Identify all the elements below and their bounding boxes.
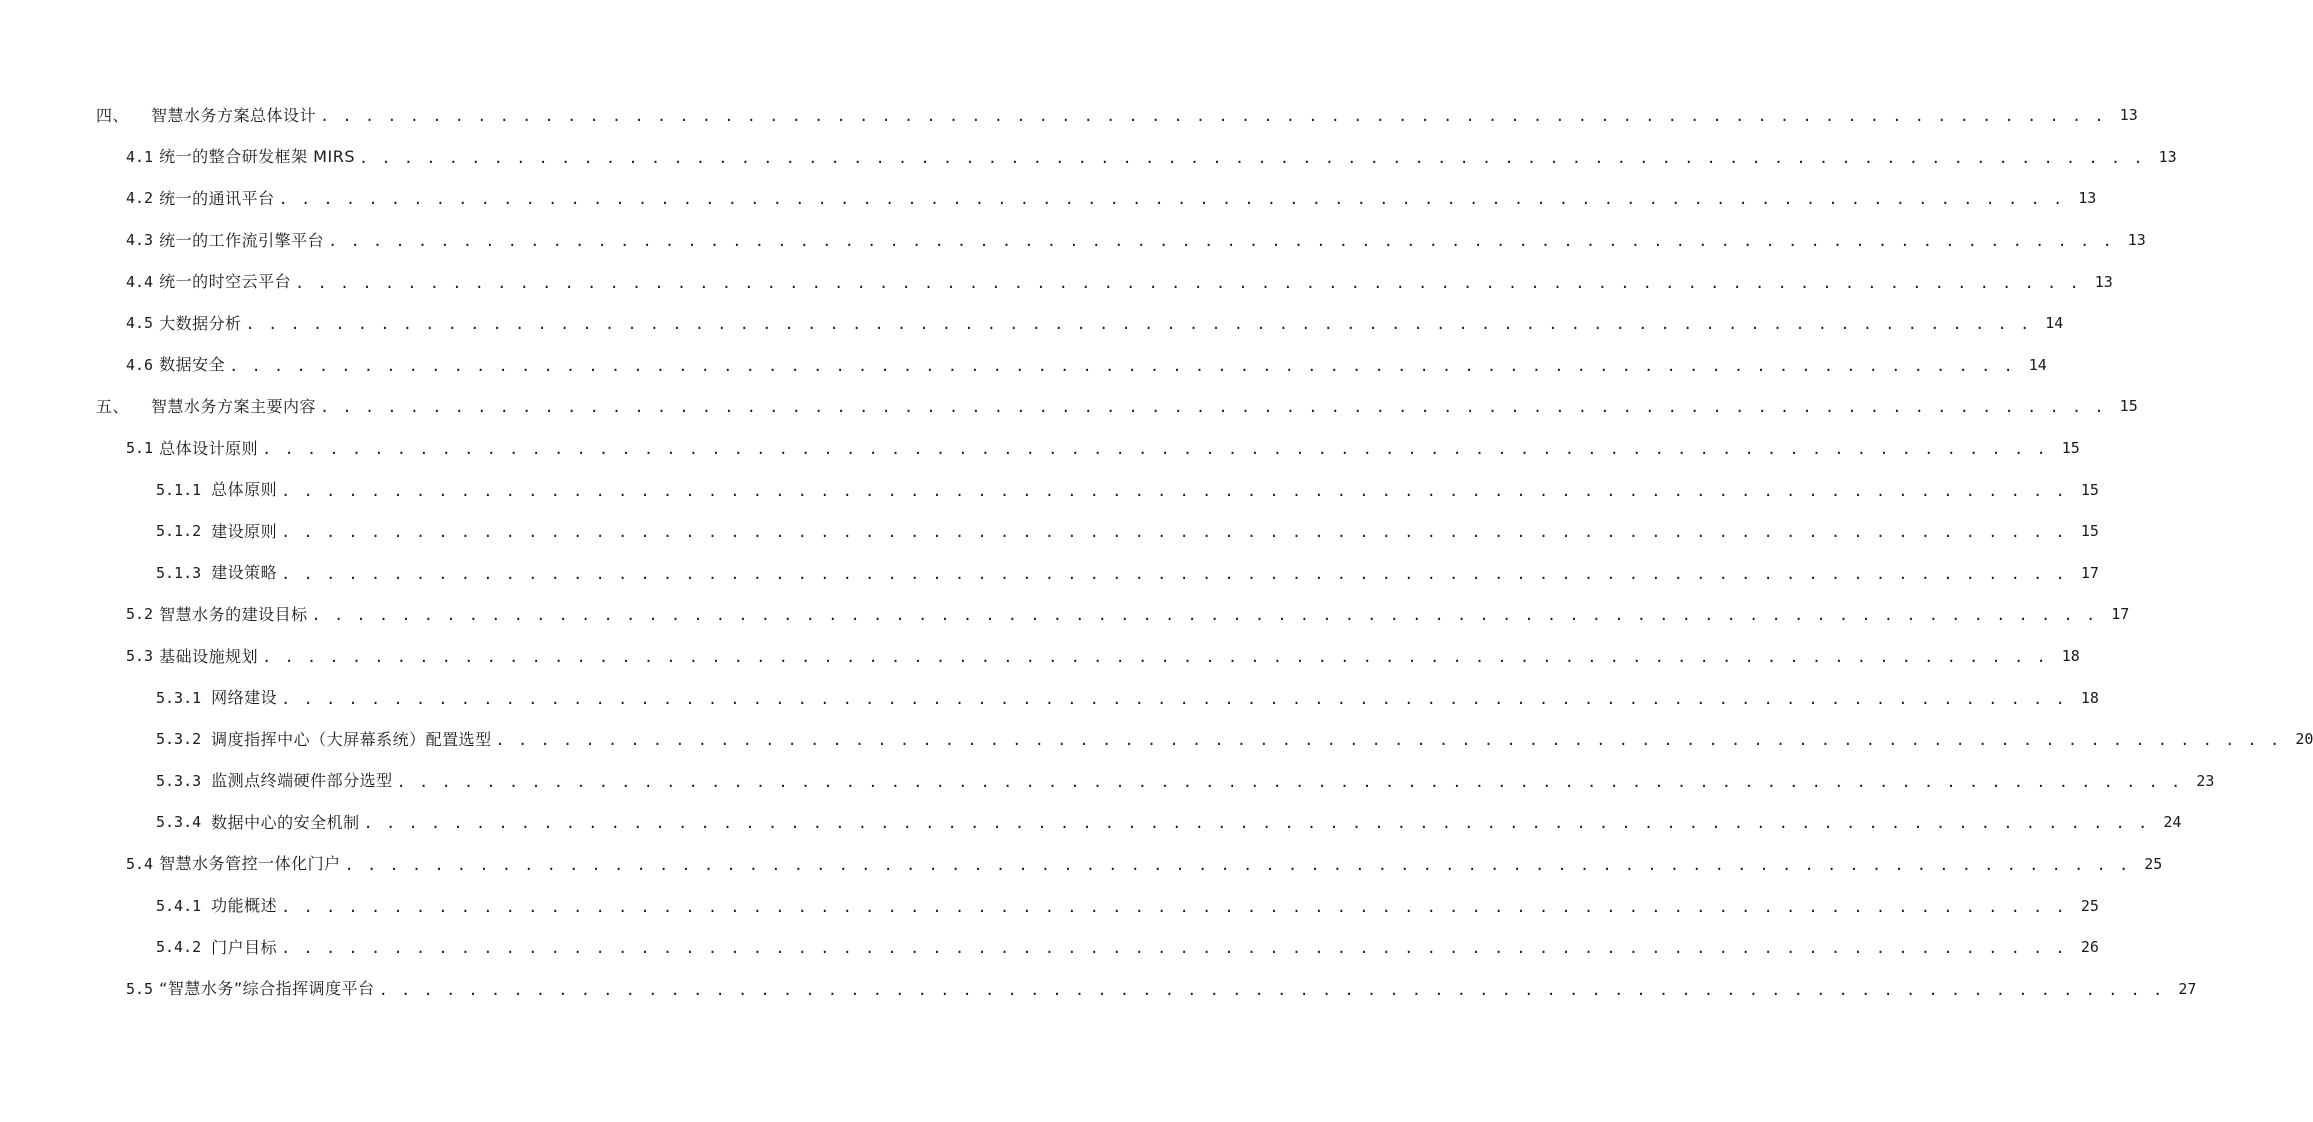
toc-dot-leader: . . . . . . . . . . . . . . . . . . . . . . . . . . . . . . . . . . . . . . . . . . . . . . . . . . . . . . . . . . . . . . . . . . . . . . . . . . . . . . . . — [320, 107, 2106, 126]
toc-entry[interactable] — [0, 469, 2099, 511]
toc-entry[interactable] — [0, 761, 2215, 803]
toc-entry[interactable] — [0, 261, 2113, 303]
toc-entry-heading — [126, 274, 295, 290]
toc-page-number: 13 — [2158, 147, 2177, 166]
toc-entry-heading — [96, 396, 320, 416]
toc-page-number: 23 — [2196, 771, 2215, 790]
toc-entry[interactable] — [0, 220, 2146, 262]
toc-entry-heading — [156, 898, 281, 914]
toc-dot-leader: . . . . . . . . . . . . . . . . . . . . . . . . . . . . . . . . . . . . . . . . . . . . . . . . . . . . . . . . . . . . . . . . . . . . . . . . . . . . . . . . — [278, 190, 2065, 209]
toc-entry-number: 5.4 — [126, 854, 154, 873]
toc-page-number: 15 — [2080, 480, 2099, 499]
toc-page-number: 15 — [2119, 397, 2138, 416]
toc-entry[interactable] — [0, 178, 2097, 220]
toc-page-number: 18 — [2080, 688, 2099, 707]
toc-entry[interactable] — [0, 511, 2099, 553]
toc-entry-heading — [156, 690, 281, 706]
toc-page-number: 17 — [2111, 605, 2130, 624]
toc-entry-number: 5.1 — [126, 439, 154, 458]
toc-dot-leader: . . . . . . . . . . . . . . . . . . . . . . . . . . . . . . . . . . . . . . . . . . . . . . . . . . . . . . . . . . . . . . . . . . . . . . . . . . . . . . . . — [245, 315, 2032, 334]
toc-page-number: 25 — [2080, 896, 2099, 915]
toc-entry-number: 5.1.3 — [156, 563, 202, 582]
toc-page-number: 13 — [2119, 106, 2138, 125]
toc-entry-heading — [126, 856, 345, 872]
toc-dot-leader: . . . . . . . . . . . . . . . . . . . . . . . . . . . . . . . . . . . . . . . . . . . . . . . . . . . . . . . . . . . . . . . . . . . . . . . . . . . . . . . . — [328, 232, 2114, 251]
toc-entry-title: 建设策略 — [211, 563, 278, 583]
toc-entry-title: 统一的时空云平台 — [159, 272, 292, 292]
toc-entry-title: 统一的工作流引擎平台 — [159, 230, 325, 250]
toc-dot-leader: . . . . . . . . . . . . . . . . . . . . . . . . . . . . . . . . . . . . . . . . . . . . . . . . . . . . . . . . . . . . . . . . . . . . . . . . . . . . . . . . — [262, 440, 2048, 459]
toc-entry-title: 总体原则 — [211, 480, 278, 500]
toc-entry-number: 5.3 — [126, 647, 154, 666]
toc-entry-heading — [126, 188, 279, 208]
toc-entry-title: 统一的通讯平台 — [159, 188, 275, 208]
toc-entry[interactable] — [0, 303, 2064, 345]
toc-entry-number: 五、 — [96, 396, 130, 416]
toc-entry-number: 5.2 — [126, 605, 154, 624]
toc-dot-leader: . . . . . . . . . . . . . . . . . . . . . . . . . . . . . . . . . . . . . . . . . . . . . . . . . . . . . . . . . . . . . . . . . . . . . . . . . . . . . . . . — [281, 564, 2067, 583]
toc-entry-heading — [126, 149, 359, 165]
toc-page-number: 18 — [2061, 647, 2080, 666]
toc-entry-heading — [156, 565, 281, 581]
toc-entry-title: 智慧水务方案总体设计 — [151, 105, 317, 125]
toc-dot-leader: . . . . . . . . . . . . . . . . . . . . . . . . . . . . . . . . . . . . . . . . . . . . . . . . . . . . . . . . . . . . . . . . . . . . . . . . . . . . . . . . — [363, 814, 2150, 833]
toc-entry-title: 数据安全 — [159, 355, 226, 375]
toc-entry-heading — [126, 313, 246, 333]
toc-entry-title: 总体设计原则 — [159, 438, 259, 458]
table-of-contents — [0, 95, 2313, 1010]
toc-entry[interactable] — [0, 677, 2099, 719]
toc-dot-leader: . . . . . . . . . . . . . . . . . . . . . . . . . . . . . . . . . . . . . . . . . . . . . . . . . . . . . . . . . . . . . . . . . . . . . . . . . . . . . . . . — [281, 897, 2067, 916]
toc-entry-title: 门户目标 — [211, 937, 278, 957]
toc-entry[interactable] — [0, 428, 2080, 470]
toc-entry-heading — [156, 937, 281, 957]
toc-page-number: 14 — [2028, 355, 2047, 374]
toc-page-number: 15 — [2061, 439, 2080, 458]
toc-entry-number: 5.3.2 — [156, 730, 202, 749]
toc-dot-leader: . . . . . . . . . . . . . . . . . . . . . . . . . . . . . . . . . . . . . . . . . . . . . . . . . . . . . . . . . . . . . . . . . . . . . . . . . . . . . . . . — [344, 855, 2131, 874]
toc-dot-leader: . . . . . . . . . . . . . . . . . . . . . . . . . . . . . . . . . . . . . . . . . . . . . . . . . . . . . . . . . . . . . . . . . . . . . . . . . . . . . . . . — [281, 689, 2067, 708]
toc-dot-leader: . . . . . . . . . . . . . . . . . . . . . . . . . . . . . . . . . . . . . . . . . . . . . . . . . . . . . . . . . . . . . . . . . . . . . . . . . . . . . . . . — [320, 398, 2106, 417]
toc-page-number: 20 — [2295, 730, 2313, 749]
toc-page-number: 24 — [2163, 813, 2182, 832]
toc-page-number: 15 — [2080, 522, 2099, 541]
toc-dot-leader: . . . . . . . . . . . . . . . . . . . . . . . . . . . . . . . . . . . . . . . . . . . . . . . . . . . . . . . . . . . . . . . . . . . . . . . . . . . . . . . . — [358, 148, 2145, 167]
toc-entry-heading — [156, 729, 496, 749]
toc-entry-heading — [96, 105, 320, 125]
toc-entry-heading — [126, 646, 262, 666]
toc-dot-leader: . . . . . . . . . . . . . . . . . . . . . . . . . . . . . . . . . . . . . . . . . . . . . . . . . . . . . . . . . . . . . . . . . . . . . . . . . . . . . . . . — [281, 939, 2067, 958]
toc-entry-title: 基础设施规划 — [159, 646, 259, 666]
toc-entry[interactable] — [0, 594, 2130, 636]
toc-entry-number: 5.3.4 — [156, 813, 202, 832]
toc-entry-title: 网络建设 — [211, 688, 278, 708]
toc-page-number: 14 — [2045, 314, 2064, 333]
toc-entry-number: 5.5 — [126, 979, 154, 998]
toc-page-number: 26 — [2080, 938, 2099, 957]
toc-entry-number: 5.3.1 — [156, 688, 202, 707]
toc-entry[interactable] — [0, 95, 2138, 137]
toc-entry-heading — [156, 521, 281, 541]
toc-entry[interactable] — [0, 719, 2313, 761]
toc-entry-number: 4.6 — [126, 355, 154, 374]
toc-entry-heading — [126, 230, 328, 250]
toc-dot-leader: . . . . . . . . . . . . . . . . . . . . . . . . . . . . . . . . . . . . . . . . . . . . . . . . . . . . . . . . . . . . . . . . . . . . . . . . . . . . . . . . — [262, 648, 2048, 667]
toc-page-number: 13 — [2078, 189, 2097, 208]
toc-entry-title: 调度指挥中心（大屏幕系统）配置选型 — [211, 729, 492, 749]
toc-entry-heading — [126, 357, 229, 373]
toc-entry[interactable] — [0, 137, 2177, 179]
toc-entry[interactable] — [0, 968, 2197, 1010]
toc-entry-title: 建设原则 — [211, 521, 278, 541]
toc-entry-title: 统一的整合研发框架 MIRS — [159, 147, 355, 167]
toc-dot-leader: . . . . . . . . . . . . . . . . . . . . . . . . . . . . . . . . . . . . . . . . . . . . . . . . . . . . . . . . . . . . . . . . . . . . . . . . . . . . . . . . — [295, 273, 2081, 292]
toc-entry[interactable] — [0, 844, 2163, 886]
toc-dot-leader: . . . . . . . . . . . . . . . . . . . . . . . . . . . . . . . . . . . . . . . . . . . . . . . . . . . . . . . . . . . . . . . . . . . . . . . . . . . . . . . . — [396, 772, 2183, 791]
toc-page-number: 27 — [2178, 979, 2197, 998]
toc-page-number: 17 — [2080, 563, 2099, 582]
toc-entry-heading — [126, 981, 379, 997]
toc-entry-number: 4.5 — [126, 314, 154, 333]
toc-entry[interactable] — [0, 927, 2099, 969]
toc-entry-heading — [156, 482, 281, 498]
toc-entry-title: 数据中心的安全机制 — [211, 812, 360, 832]
toc-entry-title: 功能概述 — [211, 896, 278, 916]
toc-entry-number: 四、 — [96, 105, 130, 125]
toc-page-number: 25 — [2144, 854, 2163, 873]
toc-entry-number: 5.3.3 — [156, 771, 202, 790]
toc-entry-title: 大数据分析 — [159, 313, 242, 333]
toc-entry-title: 智慧水务管控一体化门户 — [159, 854, 341, 874]
toc-entry[interactable] — [0, 636, 2080, 678]
toc-dot-leader: . . . . . . . . . . . . . . . . . . . . . . . . . . . . . . . . . . . . . . . . . . . . . . . . . . . . . . . . . . . . . . . . . . . . . . . . . . . . . . . . — [311, 606, 2098, 625]
toc-entry-title: 智慧水务方案主要内容 — [151, 396, 317, 416]
toc-entry-number: 5.4.1 — [156, 896, 202, 915]
toc-entry[interactable] — [0, 345, 2047, 387]
toc-dot-leader: . . . . . . . . . . . . . . . . . . . . . . . . . . . . . . . . . . . . . . . . . . . . . . . . . . . . . . . . . . . . . . . . . . . . . . . . . . . . . . . . — [378, 980, 2165, 999]
toc-entry-number: 4.2 — [126, 189, 154, 208]
toc-entry-number: 4.1 — [126, 147, 154, 166]
toc-entry-number: 5.1.2 — [156, 522, 202, 541]
toc-dot-leader: . . . . . . . . . . . . . . . . . . . . . . . . . . . . . . . . . . . . . . . . . . . . . . . . . . . . . . . . . . . . . . . . . . . . . . . . . . . . . . . . — [281, 481, 2067, 500]
toc-entry[interactable] — [0, 386, 2138, 428]
toc-entry-title: 智慧水务的建设目标 — [159, 604, 308, 624]
toc-entry-heading — [126, 438, 262, 458]
toc-entry-heading — [126, 604, 312, 624]
toc-entry-title: “智慧水务”综合指挥调度平台 — [159, 979, 375, 999]
toc-entry-number: 5.1.1 — [156, 480, 202, 499]
toc-dot-leader: . . . . . . . . . . . . . . . . . . . . . . . . . . . . . . . . . . . . . . . . . . . . . . . . . . . . . . . . . . . . . . . . . . . . . . . . . . . . . . . . — [495, 731, 2282, 750]
toc-entry-number: 5.4.2 — [156, 938, 202, 957]
toc-entry-title: 监测点终端硬件部分选型 — [211, 771, 393, 791]
toc-entry-heading — [156, 773, 397, 789]
toc-entry[interactable] — [0, 802, 2182, 844]
toc-dot-leader: . . . . . . . . . . . . . . . . . . . . . . . . . . . . . . . . . . . . . . . . . . . . . . . . . . . . . . . . . . . . . . . . . . . . . . . . . . . . . . . . — [281, 523, 2067, 542]
toc-dot-leader: . . . . . . . . . . . . . . . . . . . . . . . . . . . . . . . . . . . . . . . . . . . . . . . . . . . . . . . . . . . . . . . . . . . . . . . . . . . . . . . . — [229, 356, 2015, 375]
toc-page-number: 13 — [2094, 272, 2113, 291]
toc-entry-number: 4.3 — [126, 231, 154, 250]
toc-entry-number: 4.4 — [126, 272, 154, 291]
toc-entry-heading — [156, 812, 364, 832]
toc-entry[interactable] — [0, 553, 2099, 595]
toc-page-number: 13 — [2127, 231, 2146, 250]
toc-entry[interactable] — [0, 885, 2099, 927]
